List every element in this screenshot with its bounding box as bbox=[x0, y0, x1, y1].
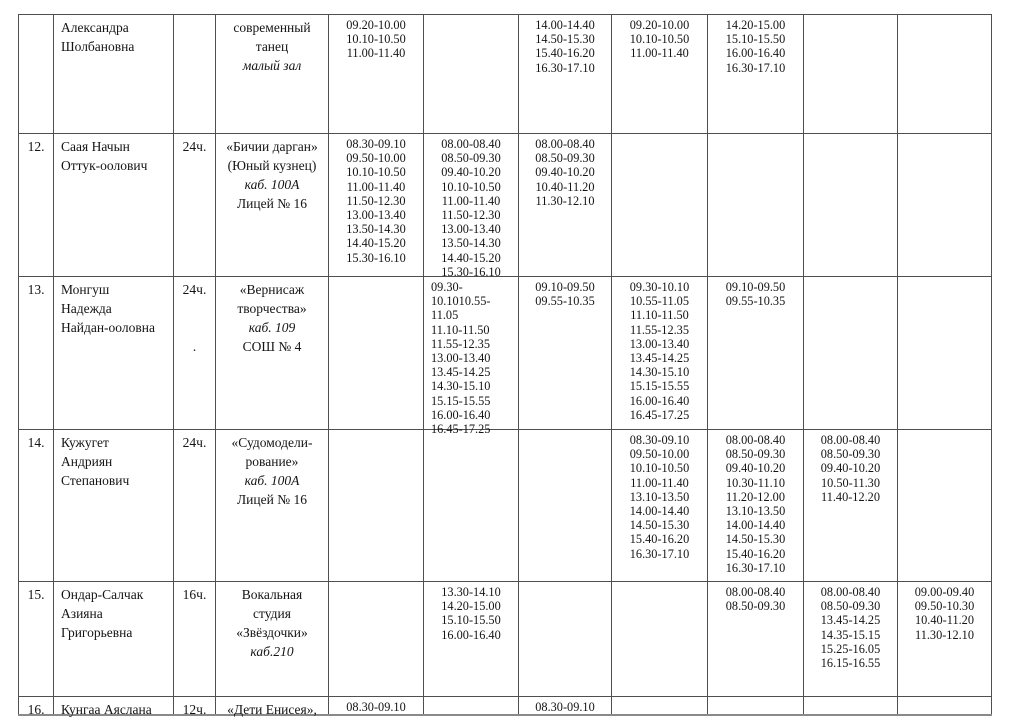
cell-line: Саая Начын bbox=[61, 139, 130, 154]
cell-content bbox=[176, 18, 213, 133]
cell-teacher-name bbox=[54, 430, 174, 582]
cell-line: 15.25-16.05 bbox=[820, 641, 881, 656]
cell-line: 16.45-17.25 bbox=[629, 407, 690, 422]
cell-line: 11.00-11.40 bbox=[441, 193, 501, 208]
cell-line: Шолбановна bbox=[61, 39, 135, 54]
cell-line: 13.50-14.30 bbox=[441, 236, 501, 251]
cell-line: 15.10-15.50 bbox=[725, 32, 786, 47]
cell-line: Григорьевна bbox=[61, 625, 133, 640]
cell-line: 15.10-15.50 bbox=[441, 613, 501, 628]
cell-line: 09.40-10.20 bbox=[820, 461, 881, 476]
cell-line: каб. 100А bbox=[244, 177, 300, 192]
cell-line: 08.30-09.10 bbox=[346, 137, 406, 151]
cell-line: 08.00-08.40 bbox=[725, 433, 786, 447]
cell-line: Вокальная bbox=[241, 587, 303, 602]
cell-content bbox=[176, 137, 213, 276]
cell-line: 12. bbox=[27, 139, 45, 154]
cell-schedule-day-4 bbox=[612, 15, 708, 134]
cell-line: 13.10-13.50 bbox=[629, 489, 690, 504]
cell-line: 14.00-14.40 bbox=[535, 18, 595, 32]
cell-schedule-day-5 bbox=[708, 430, 804, 582]
cell-content bbox=[331, 18, 421, 133]
cell-content bbox=[218, 18, 326, 133]
cell-content bbox=[900, 280, 989, 429]
cell-line: 14.00-14.40 bbox=[629, 504, 690, 519]
cell-schedule-day-6 bbox=[804, 582, 898, 697]
cell-content bbox=[426, 18, 516, 133]
cell-line: 11.50-12.30 bbox=[441, 208, 501, 223]
cell-line: 09.40-10.20 bbox=[441, 165, 501, 180]
cell-line: рование» bbox=[245, 454, 299, 469]
cell-line: 11.50-12.30 bbox=[346, 193, 406, 208]
cell-schedule-day-4 bbox=[612, 277, 708, 430]
cell-row-number bbox=[19, 582, 54, 697]
cell-program bbox=[216, 430, 329, 582]
cell-line bbox=[176, 299, 213, 318]
cell-line: 10.50-11.30 bbox=[821, 475, 880, 490]
cell-line: 08.00-08.40 bbox=[441, 137, 501, 151]
cell-content bbox=[218, 137, 326, 276]
cell-hours bbox=[174, 134, 216, 277]
cell-content bbox=[614, 700, 705, 714]
cell-line: 14.20-15.00 bbox=[725, 18, 786, 32]
cell-line: 09.40-10.20 bbox=[535, 165, 595, 180]
cell-content bbox=[710, 280, 801, 429]
cell-content bbox=[21, 18, 51, 133]
cell-content bbox=[806, 280, 895, 429]
cell-line: 14.00-14.40 bbox=[725, 518, 786, 533]
cell-schedule-day-5 bbox=[708, 134, 804, 277]
cell-content bbox=[61, 585, 171, 696]
cell-content bbox=[218, 280, 326, 429]
cell-line: 08.00-08.40 bbox=[820, 585, 881, 599]
cell-line: «Судомодели- bbox=[231, 435, 313, 450]
cell-line: 13.10-13.50 bbox=[725, 504, 786, 519]
cell-line: Степанович bbox=[61, 473, 130, 488]
cell-content bbox=[61, 433, 171, 581]
cell-line: 10.40-11.20 bbox=[915, 613, 974, 628]
table-row bbox=[19, 582, 992, 697]
cell-line: студия bbox=[253, 606, 291, 621]
cell-schedule-day-7 bbox=[898, 697, 992, 716]
cell-line: малый зал bbox=[242, 58, 302, 73]
cell-schedule-day-5 bbox=[708, 582, 804, 697]
cell-content bbox=[61, 280, 171, 429]
cell-line: 11.30-12.10 bbox=[915, 627, 974, 642]
cell-row-number bbox=[19, 430, 54, 582]
cell-line: 24ч. bbox=[182, 282, 207, 297]
cell-line: 09.50-10.00 bbox=[346, 151, 406, 166]
cell-content bbox=[426, 585, 516, 696]
cell-content bbox=[710, 700, 801, 714]
cell-schedule-day-2 bbox=[424, 582, 519, 697]
cell-line: 16.00-16.40 bbox=[431, 407, 491, 422]
table-body bbox=[19, 15, 992, 716]
cell-schedule-day-2 bbox=[424, 430, 519, 582]
table-row bbox=[19, 277, 992, 430]
cell-line: 13.00-13.40 bbox=[431, 351, 491, 366]
cell-schedule-day-2 bbox=[424, 277, 519, 437]
cell-line: 08.30-09.10 bbox=[629, 433, 690, 447]
cell-content bbox=[710, 18, 801, 133]
cell-schedule-day-6 bbox=[804, 134, 898, 277]
cell-line: 09.00-09.40 bbox=[914, 585, 975, 599]
cell-schedule-day-1 bbox=[329, 582, 424, 697]
cell-line: 14.50-15.30 bbox=[535, 32, 595, 47]
cell-line: 08.00-08.40 bbox=[725, 585, 786, 599]
cell-hours bbox=[174, 277, 216, 430]
cell-content bbox=[710, 585, 801, 696]
cell-line: 08.50-09.30 bbox=[725, 447, 786, 462]
cell-line: 14.30-15.10 bbox=[629, 365, 690, 380]
cell-content bbox=[431, 280, 516, 437]
cell-line: 16.00-16.40 bbox=[441, 627, 501, 642]
cell-line: 11.00-11.40 bbox=[346, 46, 406, 61]
cell-line: «Дети Енисея», bbox=[227, 702, 317, 717]
cell-hours bbox=[174, 697, 216, 716]
cell-schedule-day-7 bbox=[898, 582, 992, 697]
cell-content bbox=[521, 700, 609, 714]
cell-content bbox=[806, 18, 895, 133]
cell-line: 15. bbox=[27, 587, 45, 602]
cell-line: 15.40-16.20 bbox=[535, 46, 595, 61]
cell-line: Лицей № 16 bbox=[237, 492, 307, 507]
cell-content bbox=[614, 433, 705, 581]
cell-line: Андриян bbox=[61, 454, 113, 469]
cell-line: 09.40-10.20 bbox=[725, 461, 786, 476]
cell-line: «Звёздочки» bbox=[236, 625, 308, 640]
cell-line: каб.210 bbox=[250, 644, 294, 659]
cell-line: Ондар-Салчак bbox=[61, 587, 144, 602]
cell-line: 13.45-14.25 bbox=[629, 351, 690, 366]
cell-line: 13.45-14.25 bbox=[820, 613, 881, 628]
cell-line: 16.30-17.10 bbox=[535, 60, 595, 75]
cell-line: 09.10-09.50 bbox=[535, 280, 595, 294]
cell-schedule-day-3 bbox=[519, 277, 612, 430]
cell-content bbox=[426, 137, 516, 279]
cell-line bbox=[176, 318, 213, 337]
cell-content bbox=[21, 700, 51, 717]
cell-line: 16.30-17.10 bbox=[725, 60, 786, 75]
cell-line: 11.00-11.40 bbox=[630, 475, 689, 490]
cell-line: 10.55-11.05 bbox=[630, 294, 689, 309]
cell-line: танец bbox=[255, 39, 289, 54]
cell-line: 14.40-15.20 bbox=[441, 250, 501, 265]
cell-schedule-day-6 bbox=[804, 697, 898, 716]
cell-content bbox=[900, 137, 989, 276]
cell-line: 11.55-12.35 bbox=[431, 336, 490, 351]
cell-hours bbox=[174, 430, 216, 582]
cell-line: 08.30-09.10 bbox=[346, 700, 406, 714]
cell-line: 24ч. bbox=[182, 139, 207, 154]
cell-line: 10.10-10.50 bbox=[629, 461, 690, 476]
cell-line: 16.30-17.10 bbox=[629, 546, 690, 561]
cell-program bbox=[216, 277, 329, 430]
cell-line: Александра bbox=[61, 20, 129, 35]
cell-schedule-day-7 bbox=[898, 15, 992, 134]
cell-line: 15.15-15.55 bbox=[629, 379, 690, 394]
cell-line: 16.45-17.25 bbox=[431, 422, 491, 437]
cell-hours bbox=[174, 15, 216, 134]
cell-schedule-day-3 bbox=[519, 134, 612, 277]
cell-line: 11.10-11.50 bbox=[431, 322, 490, 337]
cell-content bbox=[900, 433, 989, 581]
cell-line: 15.30-16.10 bbox=[441, 264, 501, 279]
cell-line: 08.50-09.30 bbox=[725, 599, 786, 614]
cell-line: «Вернисаж bbox=[239, 282, 305, 297]
cell-content bbox=[218, 585, 326, 696]
cell-content bbox=[521, 18, 609, 133]
cell-line: . bbox=[192, 339, 197, 354]
cell-content bbox=[521, 280, 609, 429]
cell-content bbox=[21, 585, 51, 696]
cell-line: 09.55-10.35 bbox=[535, 294, 595, 309]
cell-line: СОШ № 4 bbox=[242, 339, 302, 354]
cell-line: 09.50-10.30 bbox=[914, 599, 975, 614]
cell-line: 09.10-09.50 bbox=[725, 280, 786, 294]
cell-schedule-day-2 bbox=[424, 134, 519, 277]
cell-line: 08.50-09.30 bbox=[535, 151, 595, 166]
cell-teacher-name bbox=[54, 277, 174, 430]
cell-line: 09.30- bbox=[431, 280, 463, 294]
cell-schedule-day-4 bbox=[612, 582, 708, 697]
cell-line: 08.50-09.30 bbox=[441, 151, 501, 166]
cell-line: 16.00-16.40 bbox=[725, 46, 786, 61]
cell-line: 10.10-10.50 bbox=[346, 32, 406, 47]
cell-line: 13.00-13.40 bbox=[629, 336, 690, 351]
cell-content bbox=[710, 137, 801, 276]
cell-schedule-day-6 bbox=[804, 15, 898, 134]
cell-content bbox=[521, 585, 609, 696]
cell-content bbox=[806, 433, 895, 581]
table-row bbox=[19, 134, 992, 277]
cell-line: 14. bbox=[27, 435, 45, 450]
cell-content bbox=[426, 433, 516, 581]
cell-line: 09.20-10.00 bbox=[629, 18, 690, 32]
cell-line: Кунгаа Аяслана bbox=[61, 702, 152, 717]
cell-schedule-day-7 bbox=[898, 277, 992, 430]
cell-schedule-day-1 bbox=[329, 15, 424, 134]
cell-line: 10.10-10.50 bbox=[346, 165, 406, 180]
cell-schedule-day-5 bbox=[708, 15, 804, 134]
cell-content bbox=[61, 18, 171, 133]
cell-program bbox=[216, 134, 329, 277]
cell-line: 16ч. bbox=[182, 587, 207, 602]
cell-line: 12ч. bbox=[182, 702, 207, 717]
cell-line: 08.50-09.30 bbox=[820, 447, 881, 462]
cell-schedule-day-3 bbox=[519, 697, 612, 716]
cell-line: «Бичии дарган» bbox=[226, 139, 318, 154]
cell-content bbox=[21, 137, 51, 276]
cell-line: 15.30-16.10 bbox=[346, 250, 406, 265]
cell-line: Надежда bbox=[61, 301, 112, 316]
cell-line: 14.30-15.10 bbox=[431, 379, 491, 394]
cell-line: 11.40-12.20 bbox=[821, 489, 880, 504]
cell-content bbox=[218, 700, 326, 717]
cell-line: 13.45-14.25 bbox=[431, 365, 491, 380]
cell-line: 11.05 bbox=[431, 308, 459, 323]
cell-row-number bbox=[19, 277, 54, 430]
cell-line: 15.40-16.20 bbox=[629, 532, 690, 547]
cell-content bbox=[900, 585, 989, 696]
cell-line: 16.15-16.55 bbox=[820, 656, 881, 671]
cell-program bbox=[216, 697, 329, 716]
cell-line: (Юный кузнец) bbox=[227, 158, 317, 173]
cell-schedule-day-3 bbox=[519, 582, 612, 697]
cell-content bbox=[176, 433, 213, 581]
cell-schedule-day-5 bbox=[708, 697, 804, 716]
cell-line: Лицей № 16 bbox=[237, 196, 307, 211]
cell-content bbox=[21, 280, 51, 429]
cell-line: 15.40-16.20 bbox=[725, 546, 786, 561]
cell-line: 10.1010.55- bbox=[431, 294, 491, 309]
cell-content bbox=[331, 700, 421, 714]
cell-line: современный bbox=[233, 20, 311, 35]
cell-content bbox=[21, 433, 51, 581]
cell-line: каб. 100А bbox=[244, 473, 300, 488]
cell-line: 13.50-14.30 bbox=[346, 222, 406, 237]
cell-line: 13.00-13.40 bbox=[441, 222, 501, 237]
cell-line: творчества» bbox=[237, 301, 307, 316]
cell-line: 14.50-15.30 bbox=[725, 532, 786, 547]
cell-line: 14.20-15.00 bbox=[441, 599, 501, 614]
cell-line: Кужугет bbox=[61, 435, 109, 450]
cell-line: 15.15-15.55 bbox=[431, 393, 491, 408]
cell-line: 11.10-11.50 bbox=[630, 308, 689, 323]
cell-content bbox=[521, 137, 609, 276]
cell-line: 13.30-14.10 bbox=[441, 585, 501, 599]
cell-line: Монгуш bbox=[61, 282, 110, 297]
cell-content bbox=[176, 700, 213, 717]
cell-schedule-day-3 bbox=[519, 430, 612, 582]
table-row bbox=[19, 430, 992, 582]
cell-schedule-day-6 bbox=[804, 430, 898, 582]
cell-line: 10.10-10.50 bbox=[441, 179, 501, 194]
cell-content bbox=[710, 433, 801, 581]
cell-content bbox=[806, 137, 895, 276]
cell-schedule-day-1 bbox=[329, 277, 424, 430]
cell-schedule-day-4 bbox=[612, 697, 708, 716]
cell-line: Азияна bbox=[61, 606, 103, 621]
cell-row-number bbox=[19, 134, 54, 277]
cell-line: 09.55-10.35 bbox=[725, 294, 786, 309]
cell-schedule-day-1 bbox=[329, 134, 424, 277]
cell-schedule-day-2 bbox=[424, 697, 519, 716]
cell-line: 14.50-15.30 bbox=[629, 518, 690, 533]
cell-line: 10.40-11.20 bbox=[535, 179, 595, 194]
cell-line: каб. 109 bbox=[248, 320, 296, 335]
cell-line: 11.00-11.40 bbox=[630, 46, 689, 61]
cell-content bbox=[176, 280, 213, 429]
cell-line: 09.50-10.00 bbox=[629, 447, 690, 462]
cell-line: 14.35-15.15 bbox=[820, 627, 881, 642]
cell-teacher-name bbox=[54, 15, 174, 134]
cell-content bbox=[806, 585, 895, 696]
cell-schedule-day-6 bbox=[804, 277, 898, 430]
cell-content bbox=[61, 137, 171, 276]
cell-line: 09.20-10.00 bbox=[346, 18, 406, 32]
cell-line: 16.30-17.10 bbox=[725, 560, 786, 575]
cell-content bbox=[331, 585, 421, 696]
cell-line: 11.00-11.40 bbox=[346, 179, 406, 194]
table-row bbox=[19, 697, 992, 716]
cell-row-number bbox=[19, 15, 54, 134]
cell-content bbox=[331, 433, 421, 581]
cell-line: 11.20-12.00 bbox=[726, 489, 785, 504]
cell-line: 16. bbox=[27, 702, 45, 717]
cell-line: 13.00-13.40 bbox=[346, 208, 406, 223]
cell-schedule-day-3 bbox=[519, 15, 612, 134]
cell-content bbox=[614, 585, 705, 696]
schedule-table bbox=[18, 14, 992, 716]
cell-schedule-day-1 bbox=[329, 430, 424, 582]
cell-line: 08.00-08.40 bbox=[535, 137, 595, 151]
cell-content bbox=[218, 433, 326, 581]
cell-program bbox=[216, 15, 329, 134]
cell-schedule-day-5 bbox=[708, 277, 804, 430]
cell-line: 14.40-15.20 bbox=[346, 236, 406, 251]
cell-line: 24ч. bbox=[182, 435, 207, 450]
cell-content bbox=[614, 18, 705, 133]
table-row bbox=[19, 15, 992, 134]
cell-line: Найдан-ооловна bbox=[61, 320, 155, 335]
cell-content bbox=[521, 433, 609, 581]
cell-content bbox=[61, 700, 171, 717]
cell-line: 08.50-09.30 bbox=[820, 599, 881, 614]
cell-content bbox=[331, 137, 421, 276]
cell-content bbox=[426, 700, 516, 714]
cell-row-number bbox=[19, 697, 54, 716]
cell-schedule-day-4 bbox=[612, 134, 708, 277]
cell-teacher-name bbox=[54, 582, 174, 697]
cell-program bbox=[216, 582, 329, 697]
cell-content bbox=[331, 280, 421, 429]
cell-schedule-day-7 bbox=[898, 430, 992, 582]
cell-content bbox=[176, 585, 213, 696]
cell-line: 13. bbox=[27, 282, 45, 297]
cell-schedule-day-7 bbox=[898, 134, 992, 277]
cell-line: 11.30-12.10 bbox=[535, 193, 595, 208]
cell-teacher-name bbox=[54, 697, 174, 716]
cell-content bbox=[614, 280, 705, 429]
cell-content bbox=[806, 700, 895, 714]
cell-content bbox=[614, 137, 705, 276]
cell-line: 16.00-16.40 bbox=[629, 393, 690, 408]
cell-content bbox=[900, 18, 989, 133]
cell-hours bbox=[174, 582, 216, 697]
cell-content bbox=[900, 700, 989, 714]
cell-line: 10.10-10.50 bbox=[629, 32, 690, 47]
cell-line: Оттук-оолович bbox=[61, 158, 148, 173]
cell-line: 08.30-09.10 bbox=[535, 700, 595, 714]
cell-teacher-name bbox=[54, 134, 174, 277]
cell-line: 10.30-11.10 bbox=[726, 475, 785, 490]
cell-schedule-day-4 bbox=[612, 430, 708, 582]
cell-schedule-day-2 bbox=[424, 15, 519, 134]
cell-line: 11.55-12.35 bbox=[630, 322, 689, 337]
cell-line: 08.00-08.40 bbox=[820, 433, 881, 447]
cell-schedule-day-1 bbox=[329, 697, 424, 716]
cell-line: 09.30-10.10 bbox=[629, 280, 690, 294]
